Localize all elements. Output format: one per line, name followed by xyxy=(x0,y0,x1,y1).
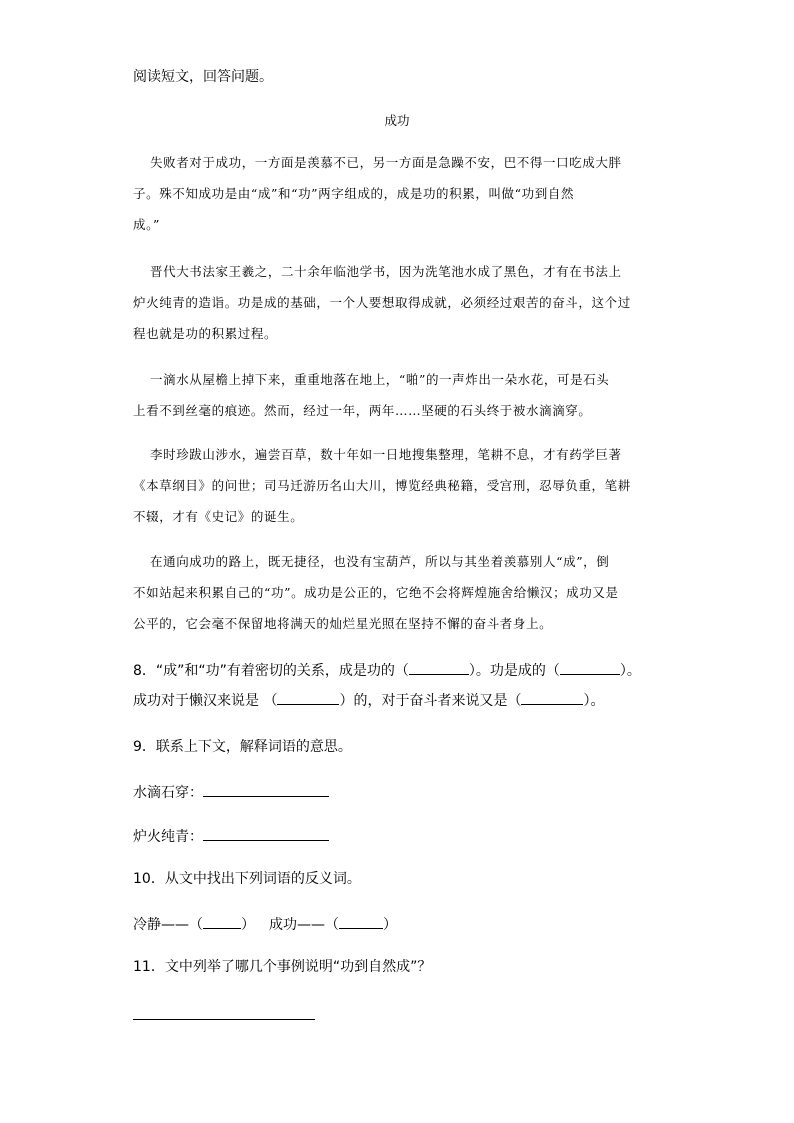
answer-blank[interactable] xyxy=(521,690,583,705)
passage-line: 一滴水从屋檐上掉下来，重重地落在地上，“啪”的一声炸出一朵水花，可是石头 xyxy=(150,372,610,387)
answer-blank[interactable] xyxy=(409,660,469,675)
question-10-prompt: 10．从文中找出下列词语的反义词。 xyxy=(133,871,361,887)
question-text: 成功对于懒汉来说是 （ xyxy=(133,693,278,709)
passage-line: 晋代大书法家王羲之，二十余年临池学书，因为洗笔池水成了黑色，才有在书法上 xyxy=(150,264,622,279)
question-9-item-2 xyxy=(133,826,329,846)
answer-blank[interactable] xyxy=(203,782,329,797)
answer-blank[interactable] xyxy=(339,914,383,929)
question-text: ）的，对于奋斗者来说又是（ xyxy=(339,693,522,709)
question-10-items xyxy=(133,914,397,934)
answer-blank[interactable] xyxy=(203,826,329,841)
passage-line: 炉火纯青的造诣。功是成的基础，一个人要想取得成就，必须经过艰苦的奋斗，这个过 xyxy=(133,295,631,310)
question-text: ） xyxy=(383,917,397,933)
question-text: 成功——（ xyxy=(269,917,339,933)
question-text: 冷静——（ xyxy=(133,917,203,933)
question-text: 炉火纯青： xyxy=(133,829,203,845)
passage-line: 在通向成功的路上，既无捷径，也没有宝葫芦，所以与其坐着羡慕别人“成”，倒 xyxy=(150,554,610,569)
question-text: ）。 xyxy=(583,693,605,709)
answer-line[interactable] xyxy=(133,1018,315,1020)
passage-line: 上看不到丝毫的痕迹。然而，经过一年，两年……坚硬的石头终于被水滴滴穿。 xyxy=(133,403,592,418)
answer-blank[interactable] xyxy=(203,914,241,929)
passage-line: 《本草纲目》的问世；司马迁游历名山大川，博览经典秘籍，受宫刑，忍辱负重，笔耕 xyxy=(133,478,631,493)
passage-line: 成。” xyxy=(133,217,160,232)
question-text: ）。 xyxy=(619,663,641,679)
question-text: ）。功是成的（ xyxy=(468,663,560,679)
passage-line: 公平的，它会毫不保留地将满天的灿烂星光照在坚持不懈的奋斗者身上。 xyxy=(133,616,553,631)
question-text: 水滴石穿： xyxy=(133,785,203,801)
passage-line: 子。殊不知成功是由“成”和“功”两字组成的，成是功的积累，叫做“功到自然 xyxy=(133,186,575,201)
answer-blank[interactable] xyxy=(277,690,339,705)
question-11-prompt: 11．文中列举了哪几个事例说明“功到自然成”？ xyxy=(133,959,432,975)
answer-blank[interactable] xyxy=(560,660,620,675)
question-9-prompt: 9．联系上下文，解释词语的意思。 xyxy=(133,739,352,755)
question-8-line-1 xyxy=(133,660,641,680)
question-text: 8．“成”和“功”有着密切的关系，成是功的（ xyxy=(133,663,409,679)
passage-line: 失败者对于成功，一方面是羡慕不已，另一方面是急躁不安，巴不得一口吃成大胖 xyxy=(150,155,622,170)
passage-line: 程也就是功的积累过程。 xyxy=(133,326,278,341)
question-8-line-2 xyxy=(133,690,604,710)
passage-line: 不如站起来积累自己的“功”。成功是公正的，它绝不会将辉煌施舍给懒汉；成功又是 xyxy=(133,585,619,600)
question-text: ） xyxy=(241,917,255,933)
instruction-text: 阅读短文，回答问题。 xyxy=(133,69,273,85)
passage-line: 李时珍跋山涉水，遍尝百草，数十年如一日地搜集整理，笔耕不息，才有药学巨著 xyxy=(150,447,622,462)
passage-title: 成功 xyxy=(384,113,410,128)
passage-line: 不辍，才有《史记》的诞生。 xyxy=(133,509,304,524)
question-9-item-1 xyxy=(133,782,329,802)
